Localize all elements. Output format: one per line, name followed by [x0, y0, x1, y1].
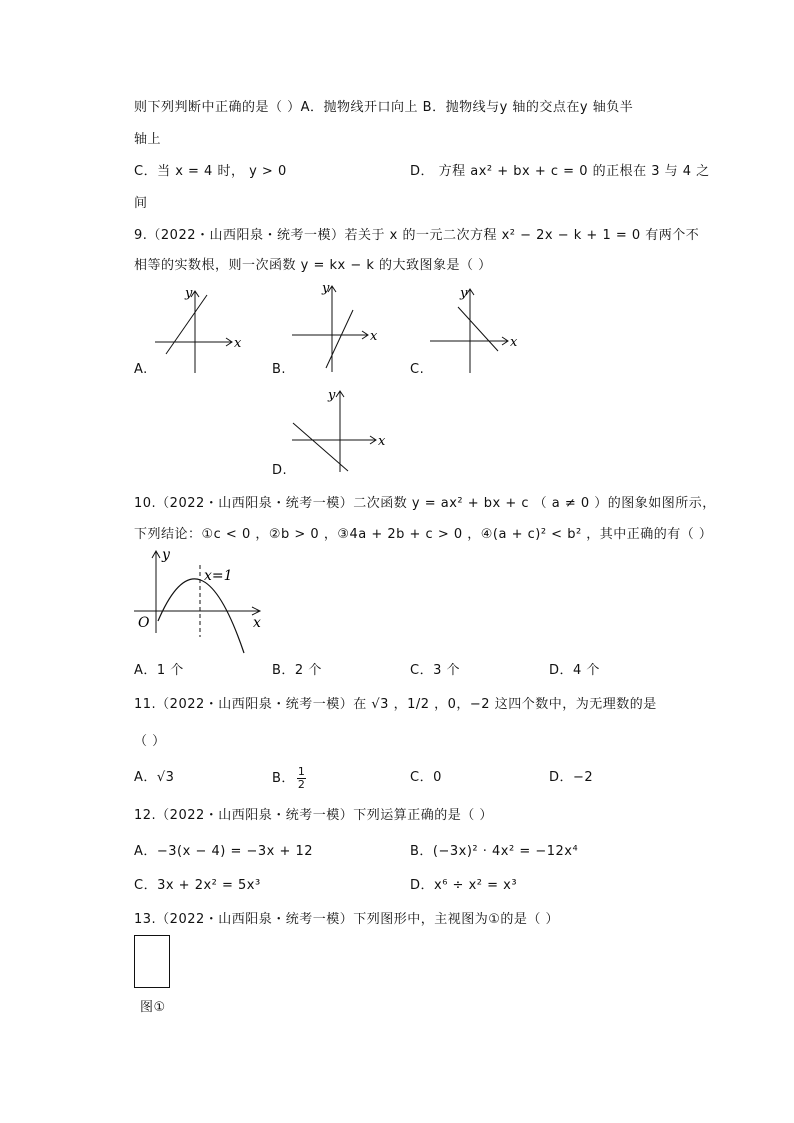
q11-option-b-numerator: 1: [297, 765, 306, 778]
q9-graph-b: [290, 280, 390, 375]
q8-option-c[interactable]: C．当 x = 4 时， y > 0: [134, 164, 287, 179]
q10-option-a[interactable]: A．1 个: [134, 663, 184, 678]
q10-option-d[interactable]: D．4 个: [549, 663, 600, 678]
q9-stem-line1: 9.（2022・山西阳泉・统考一模）若关于 x 的一元二次方程 x² − 2x − k + 1 = 0 有两个不: [134, 228, 700, 243]
q11-option-b-denominator: 2: [297, 778, 306, 791]
q9-graph-d-x-label: x: [378, 434, 386, 449]
q10-origin-label: O: [138, 615, 150, 631]
q8-option-d-cont: 间: [134, 196, 148, 211]
q11-stem-line1: 11.（2022・山西阳泉・统考一模）在 √3 ，1/2 ，0，−2 这四个数中，为无理数的是: [134, 697, 657, 712]
q13-figure-caption: 图①: [140, 1000, 166, 1015]
q11-stem-line2: （ ）: [134, 734, 166, 749]
q11-option-d[interactable]: D．−2: [549, 770, 594, 785]
q10-y-axis-label: y: [162, 547, 170, 563]
q12-option-b[interactable]: B．(−3x)² · 4x² = −12x⁴: [410, 844, 579, 859]
q13-front-view-figure: [134, 935, 174, 991]
q10-parabola-graph: [132, 545, 272, 635]
q10-stem-line2: 下列结论：①c < 0 ，②b > 0 ，③4a + 2b + c > 0 ，④(a + c)² < b² ，其中正确的有（ ）: [134, 527, 713, 542]
q13-stem: 13.（2022・山西阳泉・统考一模）下列图形中，主视图为①的是（ ）: [134, 912, 560, 927]
q9-graph-c: [428, 285, 528, 380]
q8-option-d[interactable]: D． 方程 ax² + bx + c = 0 的正根在 3 与 4 之: [410, 164, 710, 179]
q9-stem-line2: 相等的实数根，则一次函数 y = kx − k 的大致图象是（ ）: [134, 258, 492, 273]
q9-graph-a-y-label: y: [185, 286, 193, 301]
q11-option-b-prefix: B．: [272, 771, 295, 786]
q10-axis-of-symmetry-label: x=1: [204, 568, 233, 584]
q9-graph-d: [290, 385, 390, 480]
q9-graph-c-x-label: x: [510, 335, 518, 350]
q12-stem: 12.（2022・山西阳泉・统考一模）下列运算正确的是（ ）: [134, 808, 493, 823]
q11-option-b[interactable]: [272, 766, 308, 791]
q8-stem-line2: 轴上: [134, 132, 162, 147]
q9-graph-a-x-label: x: [234, 336, 242, 351]
q9-graph-b-x-label: x: [370, 329, 378, 344]
q9-option-d-label[interactable]: D.: [272, 463, 288, 478]
q9-graph-a: [150, 285, 250, 380]
q8-stem-line1: 则下列判断中正确的是（ ）A．抛物线开口向上 B．抛物线与y 轴的交点在y 轴负半: [134, 100, 634, 115]
q11-option-b-fraction: [297, 766, 307, 791]
q12-option-c[interactable]: C．3x + 2x² = 5x³: [134, 878, 261, 893]
q10-option-b[interactable]: B．2 个: [272, 663, 322, 678]
q11-option-a[interactable]: A．√3: [134, 770, 175, 785]
q9-graph-d-y-label: y: [328, 388, 336, 403]
q9-graph-c-y-label: y: [460, 286, 468, 301]
q12-option-d[interactable]: D．x⁶ ÷ x² = x³: [410, 878, 518, 893]
q9-option-a-label[interactable]: A.: [134, 362, 148, 377]
q10-option-c[interactable]: C．3 个: [410, 663, 460, 678]
q9-graph-b-y-label: y: [322, 281, 330, 296]
q9-option-c-label[interactable]: C.: [410, 362, 425, 377]
q12-option-a[interactable]: A．−3(x − 4) = −3x + 12: [134, 844, 314, 859]
q9-option-b-label[interactable]: B.: [272, 362, 287, 377]
q11-option-c[interactable]: C．0: [410, 770, 442, 785]
q10-stem-line1: 10.（2022・山西阳泉・统考一模）二次函数 y = ax² + bx + c （ a ≠ 0 ）的图象如图所示，: [134, 496, 716, 511]
q10-x-axis-label: x: [253, 615, 261, 631]
